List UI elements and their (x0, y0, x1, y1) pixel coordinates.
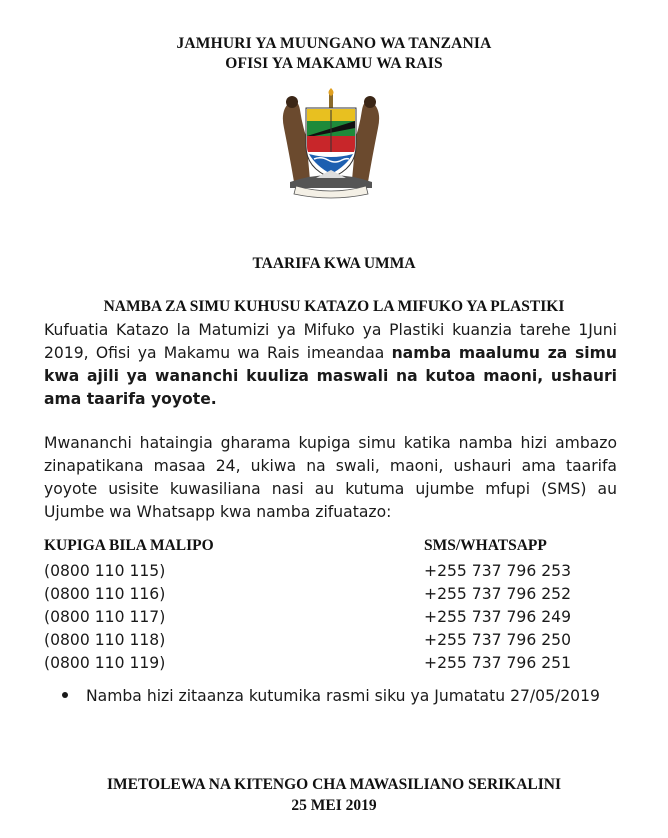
sms-heading: SMS/WHATSAPP (424, 537, 547, 554)
intro-paragraph (44, 319, 617, 411)
toll-free-number[interactable]: (0800 110 118) (44, 631, 166, 649)
header-country: JAMHURI YA MUUNGANO WA TANZANIA (176, 35, 492, 52)
sms-number[interactable]: +255 737 796 250 (424, 631, 571, 649)
sms-number[interactable]: +255 737 796 253 (424, 562, 571, 580)
document-footer (0, 774, 668, 816)
note-bullet-item (62, 687, 600, 705)
toll-free-heading: KUPIGA BILA MALIPO (44, 537, 214, 554)
sms-list (424, 560, 571, 675)
details-paragraph: Mwananchi hataingia gharama kupiga simu katika namba hizi ambazo zinapatikana masaa 24, ukiwa na swali, maoni, ushauri ama taarifa yoyote usisite kuwasiliana nasi au kutuma ujumbe mfupi (SMS) au Ujumbe wa Whatsapp kwa namba zifuatazo: (44, 434, 617, 521)
sms-number[interactable]: +255 737 796 249 (424, 608, 571, 626)
toll-free-number[interactable]: (0800 110 116) (44, 585, 166, 603)
toll-free-number[interactable]: (0800 110 119) (44, 654, 166, 672)
intro-bold-text: namba maalumu za simu kwa ajili ya wananchi kuuliza maswali na kutoa maoni, ushauri ama taarifa yoyote. (44, 344, 617, 408)
intro-text: Kufuatia Katazo la Matumizi ya Mifuko ya Plastiki kuanzia tarehe 1Juni 2019, Ofisi ya Makamu wa Rais imeandaa (44, 321, 617, 362)
sms-number[interactable]: +255 737 796 251 (424, 654, 571, 672)
notice-subtitle: NAMBA ZA SIMU KUHUSU KATAZO LA MIFUKO YA PLASTIKI (103, 298, 565, 315)
issue-date: 25 MEI 2019 (291, 797, 377, 814)
issuer-line: IMETOLEWA NA KITENGO CHA MAWASILIANO SERIKALINI (106, 776, 562, 793)
document-header (0, 34, 668, 74)
toll-free-number[interactable]: (0800 110 115) (44, 562, 166, 580)
sms-number[interactable]: +255 737 796 252 (424, 585, 571, 603)
notice-title: TAARIFA KWA UMMA (252, 255, 416, 272)
header-office: OFISI YA MAKAMU WA RAIS (225, 55, 443, 72)
toll-free-number[interactable]: (0800 110 117) (44, 608, 166, 626)
tanzania-coat-of-arms-icon (276, 88, 386, 200)
toll-free-list (44, 560, 165, 675)
note-text: Namba hizi zitaanza kutumika rasmi siku ya Jumatatu 27/05/2019 (86, 687, 600, 705)
bullet-icon (62, 692, 68, 698)
